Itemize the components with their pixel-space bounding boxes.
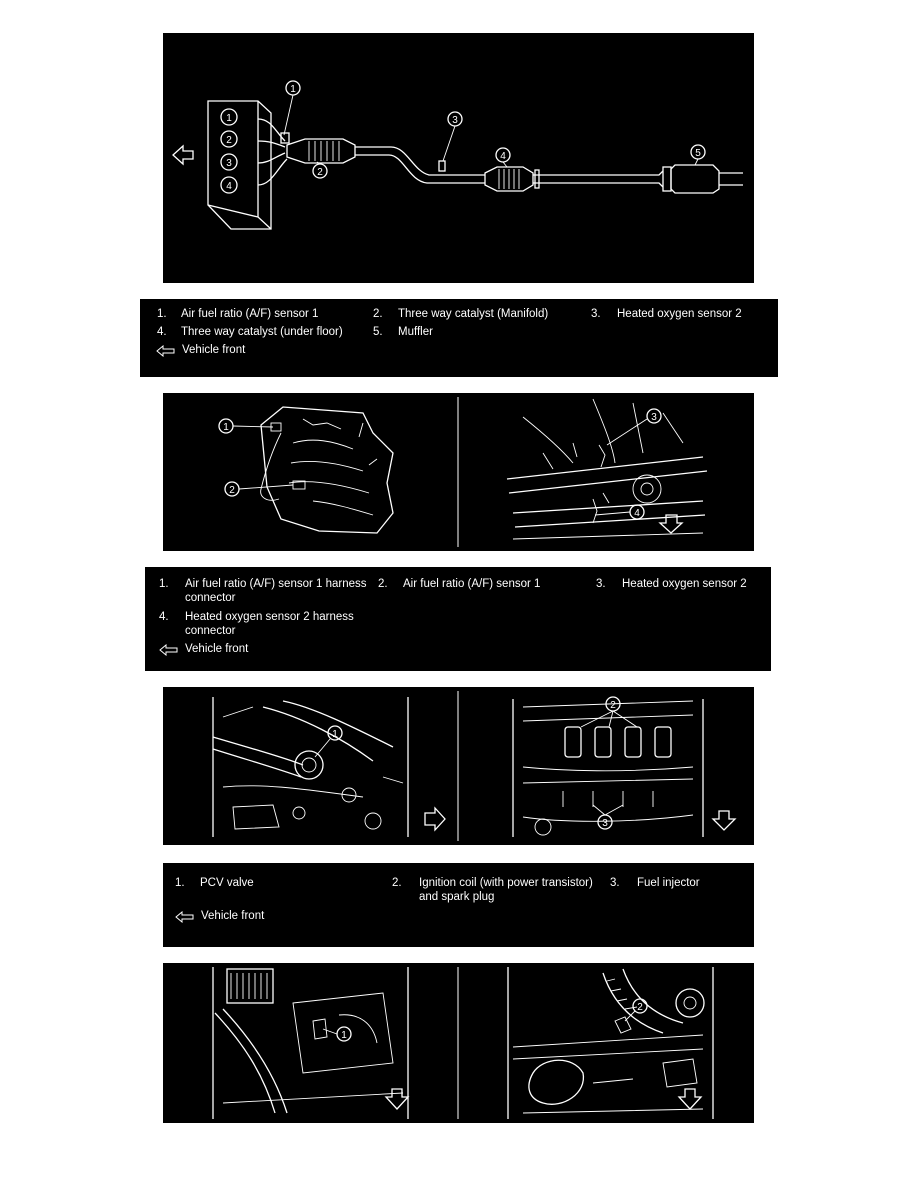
vehicle-front-arrow-icon [679,1089,701,1109]
svg-text:2: 2 [610,700,616,711]
legend-exhaust: 1. Air fuel ratio (A/F) sensor 1 2. Three way catalyst (Manifold) 3. Heated oxygen sensor 2 4. Three way catalyst (under floor) 5. Muffler Vehicle front [140,299,778,377]
manifold-catalyst [287,139,355,163]
vehicle-front-icon [156,345,176,357]
svg-text:3: 3 [651,412,657,423]
svg-text:3: 3 [602,818,608,829]
right-component-view [508,967,713,1119]
cylinder-3-label: 3 [226,158,232,169]
exhaust-manifold [258,119,289,185]
svg-text:4: 4 [500,151,506,162]
svg-text:2: 2 [637,1002,643,1013]
callout-1 [284,81,300,135]
svg-text:3: 3 [452,115,458,126]
callout-3 [607,409,661,445]
component-location-illustration [163,963,754,1123]
exhaust-pipe [355,147,485,183]
pcv-valve-view [213,697,408,837]
svg-text:1: 1 [223,422,229,433]
callout-3 [593,805,623,829]
callout-5 [691,145,705,165]
engine-components-illustration [163,687,754,845]
cylinder-4-label: 4 [226,181,232,192]
engine-manifold-view [261,407,393,533]
muffler [663,165,743,193]
sensor-location-illustration [163,393,754,551]
svg-text:5: 5 [695,148,701,159]
engine-block [208,101,271,229]
callout-3 [443,112,462,161]
underfloor-catalyst [485,167,663,191]
callout-2 [225,482,293,496]
legend-item: 4. Heated oxygen sensor 2 harness connector [159,611,354,637]
svg-text:2: 2 [317,167,323,178]
callout-4 [496,148,510,167]
cylinder-1-label: 1 [226,113,232,124]
svg-text:4: 4 [634,508,640,519]
cylinder-2-label: 2 [226,135,232,146]
legend-sensors: 1. Air fuel ratio (A/F) sensor 1 harness connector 2. Air fuel ratio (A/F) sensor 1 3. Heated oxygen sensor 2 4. Heated oxygen sensor 2 harness connector Vehicle front [145,567,771,671]
svg-text:1: 1 [290,84,296,95]
exhaust-system-diagram [163,33,754,283]
vehicle-front-icon [175,911,195,923]
left-component-view [213,967,408,1119]
svg-text:1: 1 [332,729,338,740]
vehicle-front-icon [159,644,179,656]
callout-1 [323,1027,351,1041]
svg-text:2: 2 [229,485,235,496]
legend-engine-components: 1. PCV valve 2. Ignition coil (with power transistor) and spark plug 3. Fuel injector Vehicle front [163,863,754,947]
svg-text:1: 1 [341,1030,347,1041]
callout-2 [581,697,637,727]
vehicle-front-arrow-icon [713,811,735,830]
legend-item: 1. Air fuel ratio (A/F) sensor 1 harness connector [159,578,367,604]
vehicle-front-arrow-icon [173,146,193,164]
vehicle-front-arrow-icon [425,808,445,830]
vehicle-front-arrow-icon [386,1089,408,1109]
callout-1 [315,726,342,757]
legend-item: 2. Ignition coil (with power transistor) and spark plug [392,877,593,903]
callout-2 [313,162,327,178]
